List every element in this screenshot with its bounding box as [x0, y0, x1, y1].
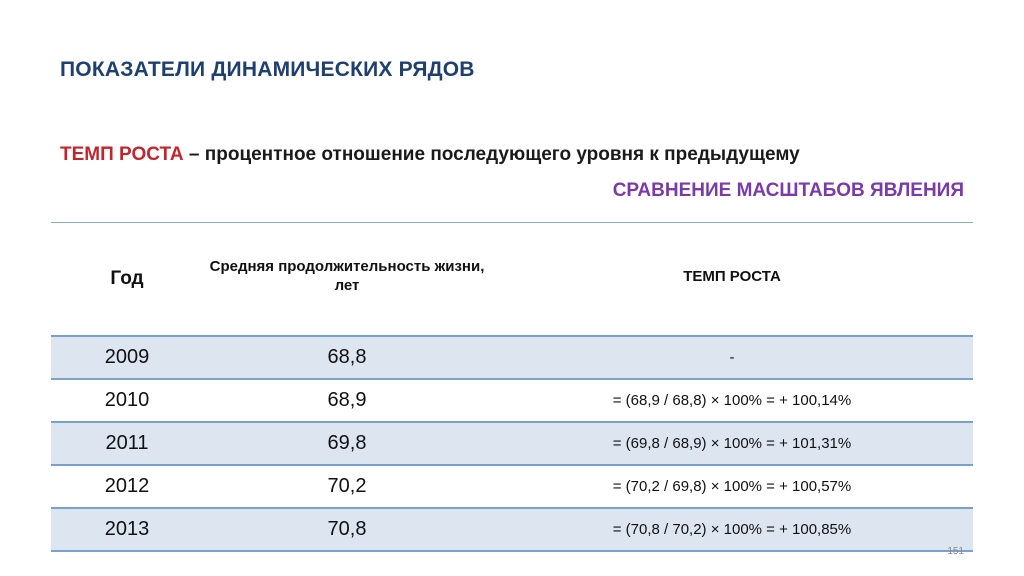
table-row [51, 508, 973, 551]
definition-text: – процентное отношение последующего уровня к предыдущему [183, 144, 800, 165]
cell-year: 2009 [51, 336, 203, 379]
cell-year: 2011 [51, 422, 203, 465]
cell-rate: = (68,9 / 68,8) × 100% = + 100,14% [491, 379, 973, 422]
table-row [51, 379, 973, 422]
cell-life: 68,9 [203, 379, 491, 422]
definition [60, 144, 800, 166]
header-life-expectancy: Средняя продолжительность жизни, лет [203, 223, 491, 337]
cell-life: 70,8 [203, 508, 491, 551]
table-row [51, 422, 973, 465]
cell-year: 2012 [51, 465, 203, 508]
definition-term: ТЕМП РОСТА [60, 144, 184, 165]
cell-life: 70,2 [203, 465, 491, 508]
page-number: 151 [947, 546, 964, 557]
header-growth-rate: ТЕМП РОСТА [491, 223, 973, 337]
cell-year: 2010 [51, 379, 203, 422]
cell-life: 68,8 [203, 336, 491, 379]
cell-life: 69,8 [203, 422, 491, 465]
cell-rate: = (70,2 / 69,8) × 100% = + 100,57% [491, 465, 973, 508]
cell-year: 2013 [51, 508, 203, 551]
slide-title: ПОКАЗАТЕЛИ ДИНАМИЧЕСКИХ РЯДОВ [60, 58, 475, 81]
table-row [51, 336, 973, 379]
header-year: Год [51, 223, 203, 337]
cell-rate: = (70,8 / 70,2) × 100% = + 100,85% [491, 508, 973, 551]
growth-rate-table [51, 222, 973, 552]
cell-rate: - [491, 336, 973, 379]
table-header-row [51, 223, 973, 337]
table-row [51, 465, 973, 508]
cell-rate: = (69,8 / 68,9) × 100% = + 101,31% [491, 422, 973, 465]
slide-subtitle: СРАВНЕНИЕ МАСШТАБОВ ЯВЛЕНИЯ [612, 180, 964, 201]
